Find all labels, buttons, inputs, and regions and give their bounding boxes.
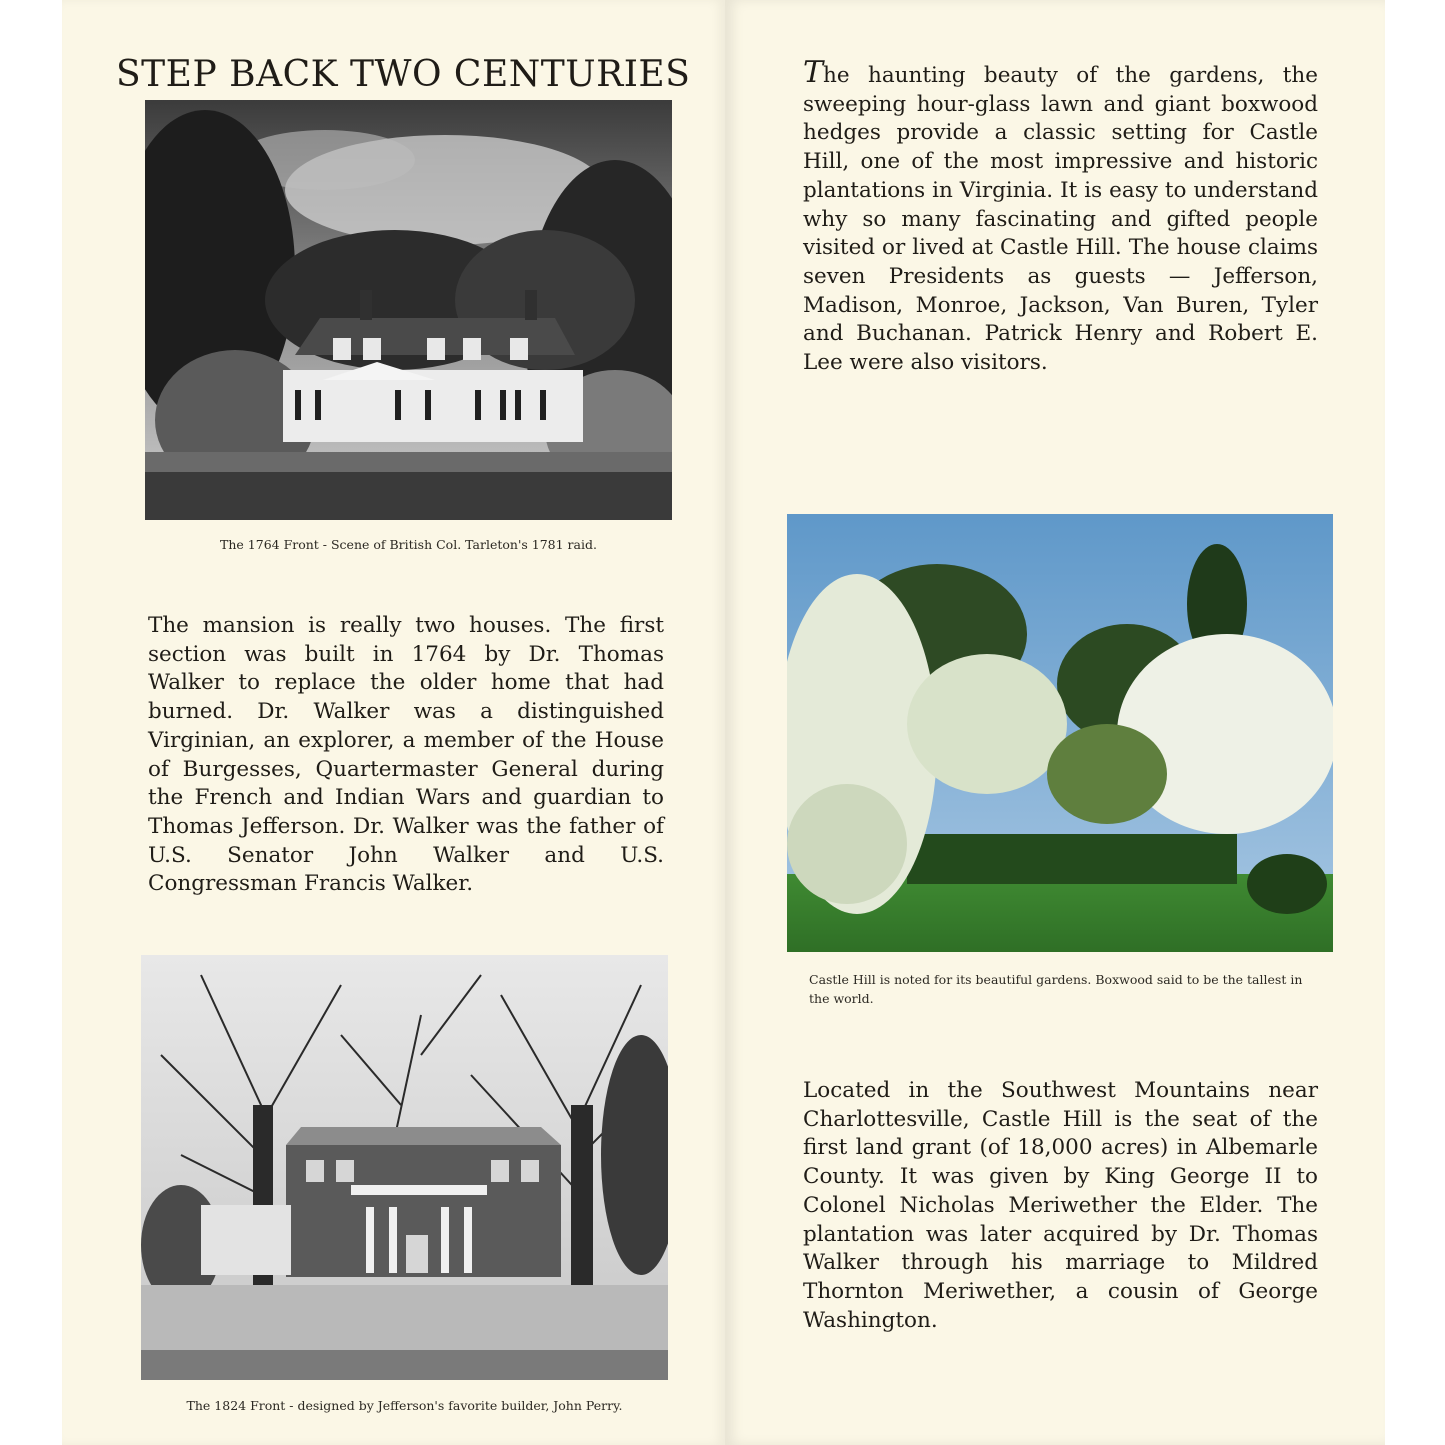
- photo-1824-front: [141, 955, 668, 1380]
- photo-1764-front: [145, 100, 672, 520]
- caption-1764-front: The 1764 Front - Scene of British Col. Tarleton's 1781 raid.: [220, 537, 597, 552]
- mansion-paragraph: The mansion is really two houses. The first section was built in 1764 by Dr. Thomas Walker to replace the older home that had burned. Dr. Walker was a distinguished Virginian, an explorer, a member of the House of Burgesses, Quartermaster General during the French and Indian Wars and guardian to Thomas Jefferson. Dr. Walker was the father of U.S. Senator John Walker and U.S. Congressman Francis Walker.: [148, 613, 664, 897]
- intro-text: he haunting beauty of the gardens, the sweeping hour-glass lawn and giant boxwood hedges provide a classic setting for Castle Hill, one of the most impressive and historic plantations in Virginia. It is easy to understand why so many fascinating and gifted people visited or lived at Castle Hill. The house claims seven Presidents as guests — Jefferson, Madison, Monroe, Jackson, Van Buren, Tyler and Buchanan. Patrick Henry and Robert E. Lee were also visitors.: [803, 63, 1318, 376]
- intro-initial: T: [803, 55, 824, 90]
- caption-gardens: Castle Hill is noted for its beautiful gardens. Boxwood said to be the tallest in the world.: [809, 972, 1303, 1006]
- intro-paragraph: [803, 55, 1318, 378]
- location-paragraph: Located in the Southwest Mountains near Charlottesville, Castle Hill is the seat of the first land grant (of 18,000 acres) in Albemarle County. It was given by King George II to Colonel Nicholas Meriwether the Elder. The plantation was later acquired by Dr. Thomas Walker through his marriage to Mildred Thornton Meriwether, a cousin of George Washington.: [803, 1078, 1318, 1333]
- photo-gardens: [787, 514, 1333, 952]
- caption-1824-front: The 1824 Front - designed by Jefferson's favorite builder, John Perry.: [186, 1398, 623, 1413]
- page-title: STEP BACK TWO CENTURIES: [116, 54, 691, 96]
